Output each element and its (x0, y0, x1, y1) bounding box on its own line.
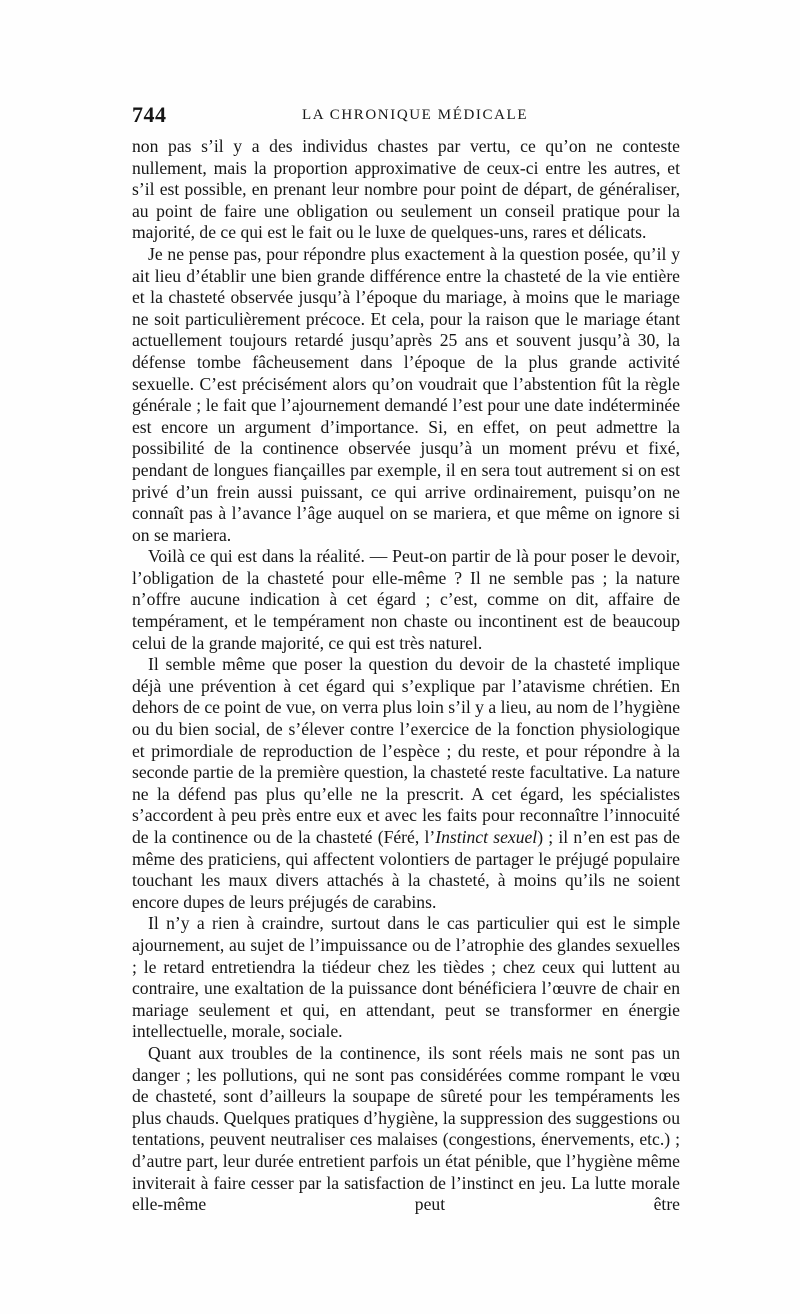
paragraph-4-tail: ) ; il n’en est pas de même des praticiens, qui affectent volontiers de partager le préjugé populaire touchant les maux divers attachés à la chasteté, à moins qu’ils ne soient encore dupes de leurs préjugés de carabins. (132, 827, 680, 912)
running-title: LA CHRONIQUE MÉDICALE (302, 107, 529, 123)
page-header (132, 102, 680, 132)
page-number: 744 (132, 102, 167, 127)
paragraph-3: Voilà ce qui est dans la réalité. — Peut-on partir de là pour poser le devoir, l’obligation de la chasteté pour elle-même ? Il ne semble pas ; la nature n’offre aucune indication à cet égard ; c’est, comme on dit, affaire de tempérament, et le tempérament non chaste ou incontinent est de beaucoup celui de la grande majorité, ce qui est très naturel. (132, 546, 680, 653)
paragraph-5: Il n’y a rien à craindre, surtout dans le cas particulier qui est le simple ajournement, au sujet de l’impuissance ou de l’atrophie des glandes sexuelles ; le retard entretiendra la tiédeur chez les tièdes ; chez ceux qui luttent au contraire, une exaltation de la puissance dont bénéficiera l’œuvre de chair en mariage seulement et qui, en attendant, peut se transformer en énergie intellectuelle, morale, sociale. (132, 913, 680, 1042)
paragraph-4-text: Il semble même que poser la question du devoir de la chasteté implique déjà une prévention à cet égard qui s’explique par l’atavisme chrétien. En dehors de ce point de vue, on verra plus loin s’il y a lieu, au nom de l’hygiène ou du bien social, de s’élever contre l’exercice de la fonction physiologique et primordiale de reproduction de l’espèce ; du reste, et pour répondre à la seconde partie de la première question, la chasteté reste facultative. La nature ne la défend pas plus qu’elle ne la prescrit. A cet égard, les spécialistes s’accordent à peu près entre eux et avec les faits pour reconnaître l’innocuité de la continence ou de la chasteté (Féré, l’ (132, 654, 680, 847)
paragraph-1: non pas s’il y a des individus chastes par vertu, ce qu’on ne conteste nullement, mais la proportion approximative de ceux-ci entre les autres, et s’il est possible, en prenant leur nombre pour point de départ, de généraliser, au point de faire une obligation ou seulement un conseil pratique pour la majorité, de ce qui est le fait ou le luxe de quelques-uns, rares et délicats. (132, 136, 680, 243)
paragraph-6: Quant aux troubles de la continence, ils sont réels mais ne sont pas un danger ; les pollutions, qui ne sont pas considérées comme rompant le vœu de chasteté, sont d’ailleurs la soupape de sûreté pour les tempéraments les plus chauds. Quelques pratiques d’hygiène, la suppression des suggestions ou tentations, peuvent neutraliser ces malaises (congestions, énervements, etc.) ; d’autre part, leur durée entretient parfois un état pénible, que l’hygiène même inviterait à faire cesser par la satisfaction de l’instinct en jeu. La lutte morale elle-même peut être (132, 1042, 680, 1215)
paragraph-4 (132, 654, 680, 913)
body-text (132, 136, 680, 1216)
book-title-italic: Instinct sexuel (435, 827, 538, 847)
paragraph-2: Je ne pense pas, pour répondre plus exactement à la question posée, qu’il y ait lieu d’établir une bien grande différence entre la chasteté de la vie entière et la chasteté observée jusqu’à l’époque du mariage, à moins que le mariage ne soit particulièrement précoce. Et cela, pour la raison que le mariage étant actuellement toujours retardé jusqu’après 25 ans et souvent jusqu’à 30, la défense tombe fâcheusement dans l’époque de la plus grande activité sexuelle. C’est précisément alors qu’on voudrait que l’abstention fût la règle générale ; le fait que l’ajournement demandé l’est pour une date indéterminée est encore un argument d’importance. Si, en effet, on peut admettre la possibilité de la continence observée jusqu’à un moment prévu et fixé, pendant de longues fiançailles par exemple, il en sera tout autrement si on est privé d’un frein aussi puissant, ce qui arrive ordinairement, puisqu’on ne connaît pas à l’avance l’âge auquel on se mariera, et que même on ignore si on se mariera. (132, 243, 680, 545)
